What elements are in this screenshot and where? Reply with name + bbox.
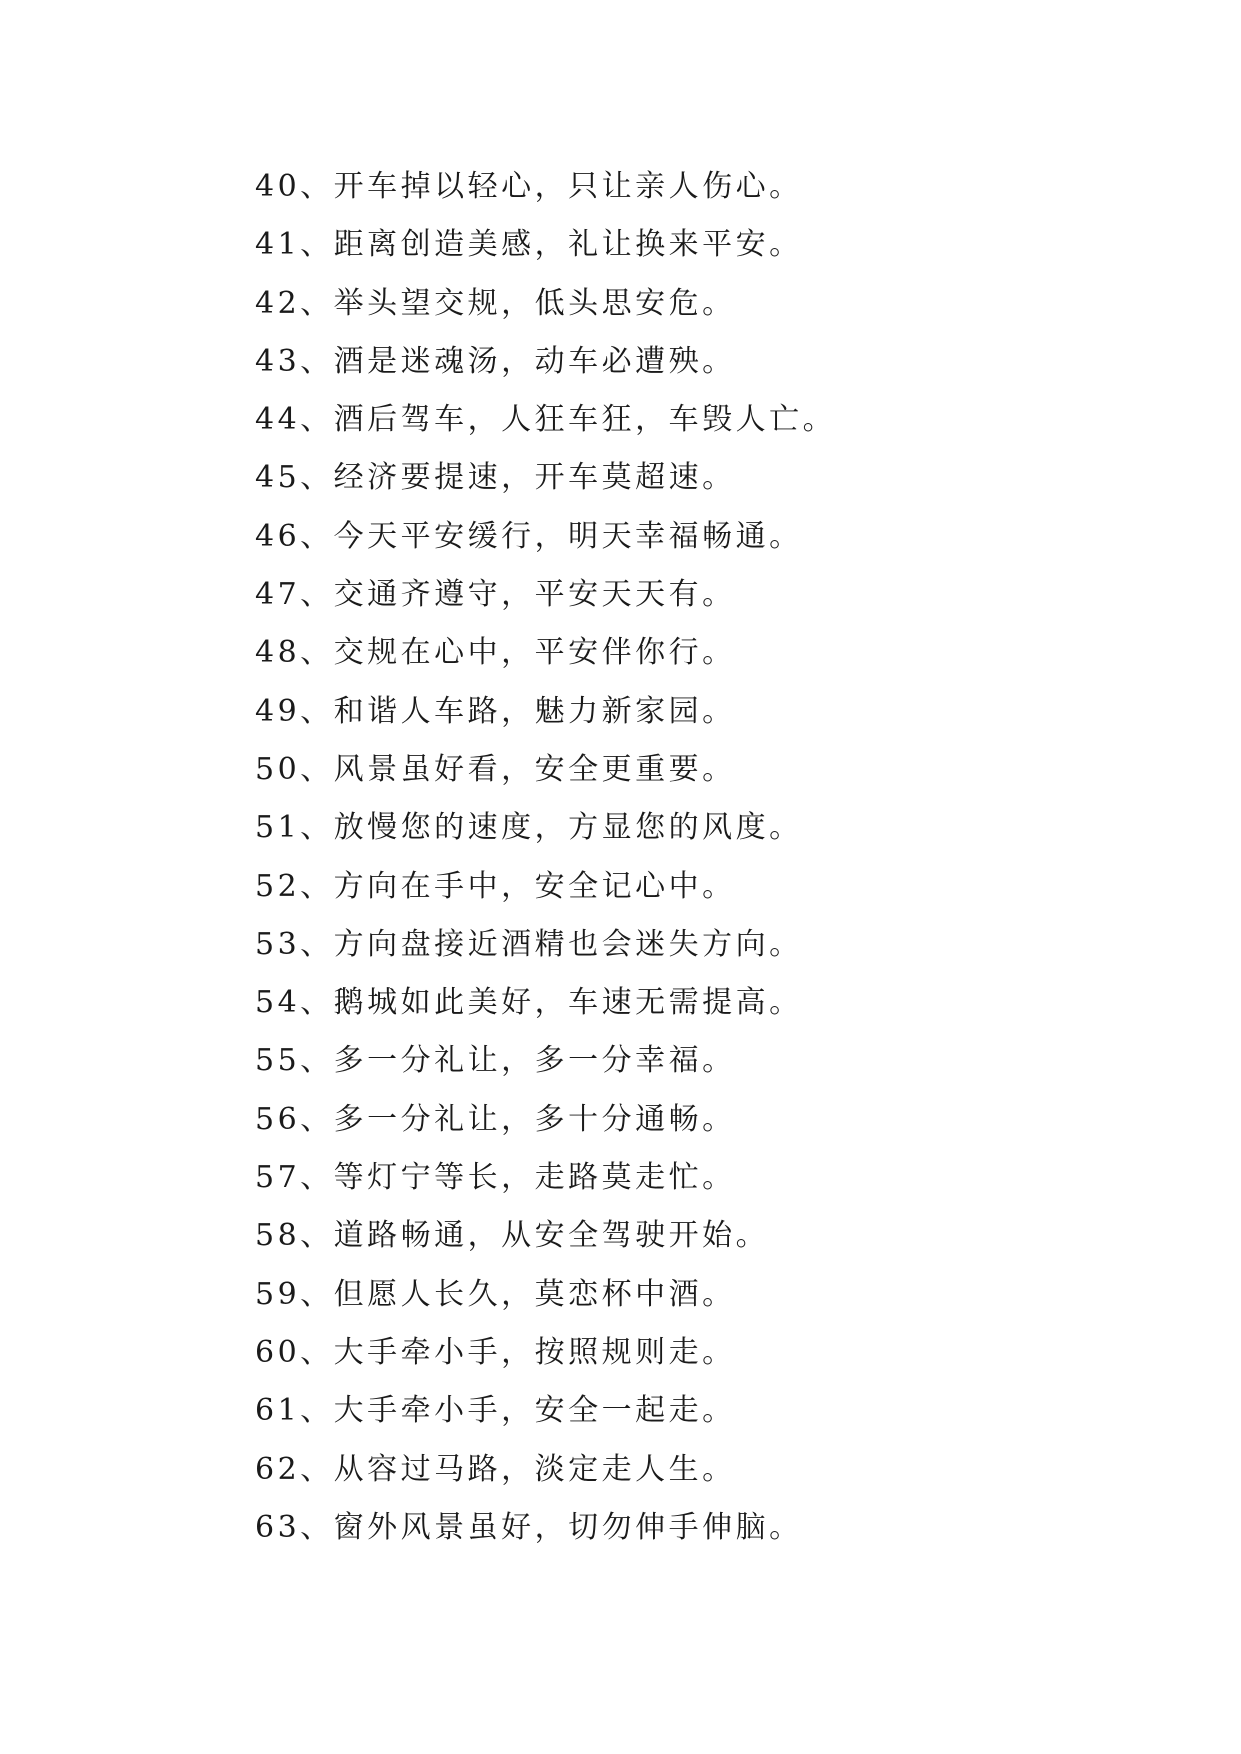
slogan-list xyxy=(255,158,836,1557)
list-item: 47、交通齐遵守，平安天天有。 xyxy=(255,577,736,613)
list-item: 40、开车掉以轻心，只让亲人伤心。 xyxy=(255,169,803,204)
list-item: 49、和谐人车路，魅力新家园。 xyxy=(255,693,736,729)
list-item: 44、酒后驾车，人狂车狂，车毁人亡。 xyxy=(255,402,837,438)
list-item: 51、放慢您的速度，方显您的风度。 xyxy=(255,810,803,846)
list-item: 58、道路畅通，从安全驾驶开始。 xyxy=(255,1218,770,1254)
list-item: 50、风景虽好看，安全更重要。 xyxy=(255,751,736,787)
list-item: 60、大手牵小手，按照规则走。 xyxy=(255,1334,736,1370)
list-item: 54、鹅城如此美好，车速无需提高。 xyxy=(255,985,803,1021)
list-item: 61、大手牵小手，安全一起走。 xyxy=(255,1393,736,1429)
list-item: 55、多一分礼让，多一分幸福。 xyxy=(255,1043,736,1079)
list-item: 48、交规在心中，平安伴你行。 xyxy=(255,635,736,671)
list-item: 43、酒是迷魂汤，动车必遭殃。 xyxy=(255,343,736,379)
list-item: 53、方向盘接近酒精也会迷失方向。 xyxy=(255,926,803,962)
list-item: 59、但愿人长久，莫恋杯中酒。 xyxy=(255,1276,736,1312)
list-item: 41、距离创造美感，礼让换来平安。 xyxy=(255,227,803,263)
list-item: 56、多一分礼让，多十分通畅。 xyxy=(255,1101,736,1137)
list-item: 63、窗外风景虽好，切勿伸手伸脑。 xyxy=(255,1509,803,1545)
list-item: 62、从容过马路，淡定走人生。 xyxy=(255,1451,736,1487)
list-item: 45、经济要提速，开车莫超速。 xyxy=(255,460,736,496)
list-item: 42、举头望交规，低头思安危。 xyxy=(255,285,736,321)
list-item: 46、今天平安缓行，明天幸福畅通。 xyxy=(255,518,803,554)
list-item: 57、等灯宁等长，走路莫走忙。 xyxy=(255,1160,736,1196)
list-item: 52、方向在手中，安全记心中。 xyxy=(255,868,736,904)
